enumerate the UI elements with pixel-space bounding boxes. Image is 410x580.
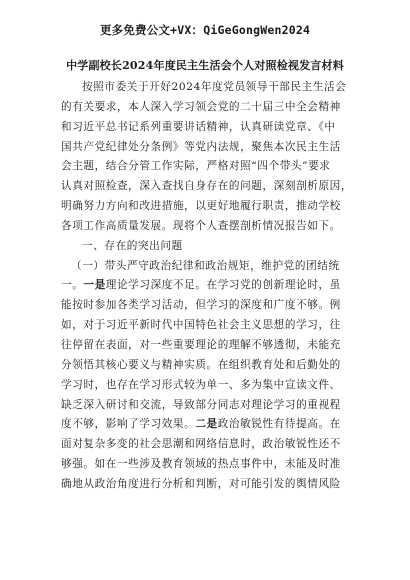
line-text: 理论学习深度不足。在学习党的创新理论时，虽 xyxy=(105,279,341,292)
subsection-heading: （一）带头严守政治纪律和政治规矩，维护党的团结统 xyxy=(71,259,340,272)
paragraph-line: 够强。如在一些涉及教育领域的热点事件中，未能及时准 xyxy=(61,458,341,471)
line-text: 度不够，影响了学习效果。 xyxy=(61,418,196,431)
paragraph-line: 往停留在表面，对一些重要理论的理解不够透彻，未能充 xyxy=(61,338,341,351)
paragraph-line: 学习时，也存在学习形式较为单一、多为集中宣读文件、 xyxy=(61,378,341,391)
paragraph-line: 分领悟其核心要义与精神实质。在组织教育处和后勤处的 xyxy=(61,358,341,371)
paragraph-line: 各项工作高质量发展。现将个人查摆剖析情况报告如下。 xyxy=(61,219,341,232)
paragraph-line: 能按时参加各类学习活动，但学习的深度和广度不够。例 xyxy=(61,299,341,312)
promo-banner: 更多免费公文+VX：QiGeGongWen2024 xyxy=(99,23,311,37)
paragraph-line xyxy=(61,276,357,296)
paragraph-line: 的有关要求，本人深入学习领会党的二十届三中全会精神 xyxy=(61,100,341,113)
line-text: 一。 xyxy=(61,279,84,292)
bold-marker: 一是 xyxy=(83,279,106,292)
paragraph-line: 会主题，结合分管工作实际，严格对照“四个带头”要求 xyxy=(61,160,331,173)
section-heading: 一、存在的突出问题 xyxy=(82,239,183,252)
paragraph-line: 面对复杂多变的社会思潮和网络信息时，政治敏锐性还不 xyxy=(61,438,341,451)
paragraph-line: 确地从政治角度进行分析和判断，对可能引发的舆情风险 xyxy=(61,477,341,490)
paragraph-line: 国共产党纪律处分条例》等党内法规，聚焦本次民主生活 xyxy=(61,140,341,153)
paragraph-line: 如，对于习近平新时代中国特色社会主义思想的学习，往 xyxy=(61,319,341,332)
line-text: 政治敏锐性有待提高。在 xyxy=(217,418,341,431)
paragraph-line: 明确努力方向和改进措施，以更好地履行职责，推动学校 xyxy=(61,200,341,213)
document-body xyxy=(61,78,357,495)
paragraph-line xyxy=(61,415,357,435)
document-title: 中学副校长2024年度民主生活会个人对照检视发言材料 xyxy=(66,59,344,72)
paragraph-line: 认真对照检查，深入查找自身存在的问题，深刻剖析原因， xyxy=(61,180,353,193)
paragraph-line: 按照市委关于开好2024年度党员领导干部民主生活会 xyxy=(82,81,347,93)
paragraph-line: 缺乏深入研讨和交流，导致部分同志对理论学习的重视程 xyxy=(61,398,341,411)
bold-marker: 二是 xyxy=(195,418,218,431)
paragraph-line: 和习近平总书记系列重要讲话精神，认真研读党章、《中 xyxy=(61,120,336,133)
